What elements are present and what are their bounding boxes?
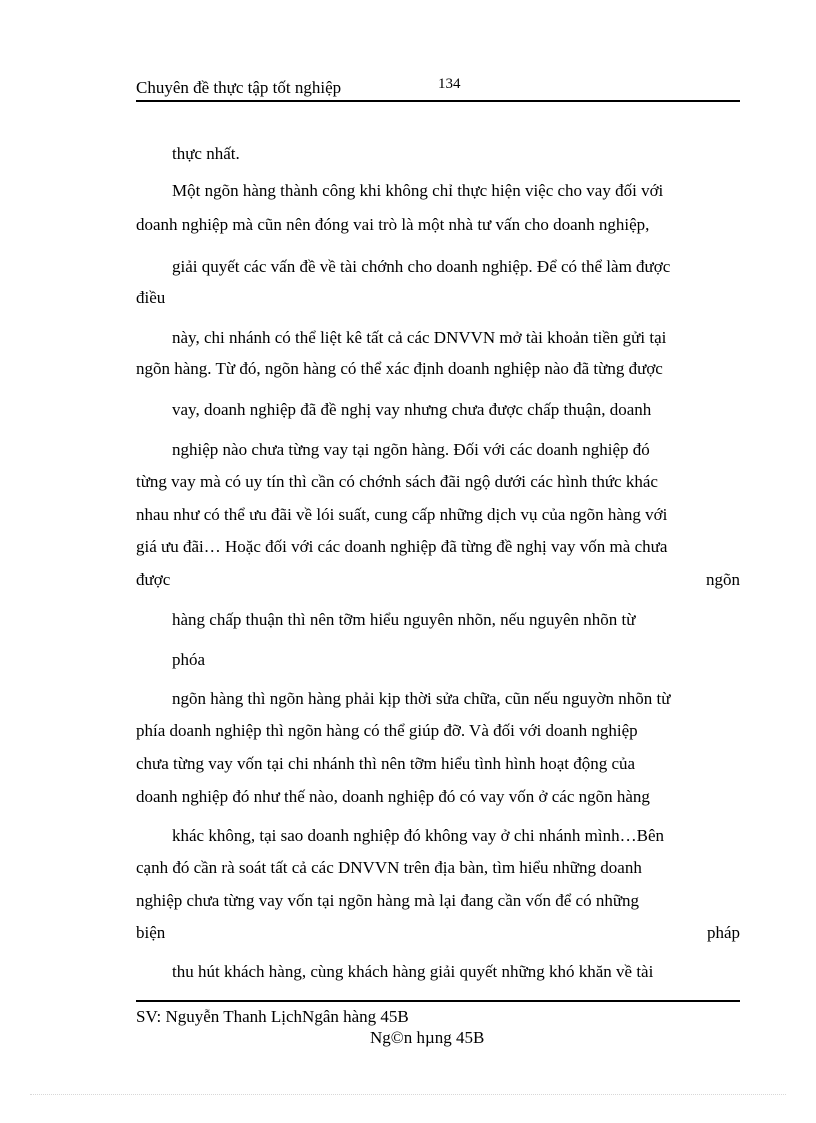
body-line: vay, doanh nghiệp đã đề nghị vay nhưng chưa được chấp thuận, doanh [172, 400, 652, 419]
body-line: nghiệp nào chưa từng vay tại ngõn hàng. Đối với các doanh nghiệp đó [172, 440, 650, 459]
footer-rule [136, 1000, 740, 1002]
footer-student-line: SV: Nguyễn Thanh LịchNgân hàng 45B [136, 1007, 409, 1026]
body-line: Một ngõn hàng thành công khi không chỉ thực hiện việc cho vay đối với [172, 181, 664, 200]
body-word: được [136, 570, 171, 589]
page-number: 134 [438, 76, 461, 92]
body-line: thực nhất. [172, 144, 240, 163]
footer-class-line: Ng©n hµng 45B [370, 1028, 485, 1047]
body-line: ngõn hàng thì ngõn hàng phải kịp thời sửa chữa, cũn nếu nguyờn nhõn từ [172, 689, 671, 708]
body-line: điều [136, 288, 166, 307]
body-line: phía doanh nghiệp thì ngõn hàng có thể giúp đỡ. Và đối với doanh nghiệp [136, 721, 638, 740]
body-line: khác không, tại sao doanh nghiệp đó không vay ở chi nhánh mình…Bên [172, 826, 664, 845]
body-line: thu hút khách hàng, cùng khách hàng giải quyết những khó khăn về tài [172, 962, 654, 981]
body-line: cạnh đó cần rà soát tất cả các DNVVN trên địa bàn, tìm hiểu những doanh [136, 858, 642, 877]
body-word: ngõn [706, 570, 740, 589]
header-title: Chuyên đề thực tập tốt nghiệp [136, 78, 342, 97]
body-word: biện [136, 923, 166, 942]
body-line: ngõn hàng. Từ đó, ngõn hàng có thể xác định doanh nghiệp nào đã từng được [136, 359, 663, 378]
page-bottom-divider [30, 1094, 786, 1095]
body-line: doanh nghiệp đó như thế nào, doanh nghiệp đó có vay vốn ở các ngõn hàng [136, 787, 650, 806]
body-line: nghiệp chưa từng vay vốn tại ngõn hàng mà lại đang cần vốn để có những [136, 891, 640, 910]
body-line: giá ưu đãi… Hoặc đối với các doanh nghiệp đã từng đề nghị vay vốn mà chưa [136, 537, 668, 556]
justified-line [136, 922, 740, 944]
justified-line [136, 569, 740, 591]
body-line: chưa từng vay vốn tại chi nhánh thì nên tỡm hiểu tình hình hoạt động của [136, 754, 636, 773]
body-line: doanh nghiệp mà cũn nên đóng vai trò là một nhà tư vấn cho doanh nghiệp, [136, 215, 650, 234]
body-line: này, chi nhánh có thể liệt kê tất cả các DNVVN mở tài khoản tiền gửi tại [172, 328, 667, 347]
body-line: phóa [172, 650, 206, 669]
body-line: hàng chấp thuận thì nên tỡm hiểu nguyên nhõn, nếu nguyên nhõn từ [172, 610, 636, 629]
body-line: từng vay mà có uy tín thì cần có chớnh sách đãi ngộ dưới các hình thức khác [136, 472, 658, 491]
body-word: pháp [706, 923, 740, 942]
body-line: nhau như có thể ưu đãi về lói suất, cung cấp những dịch vụ của ngõn hàng với [136, 505, 668, 524]
page-header [136, 74, 740, 102]
body-line: giải quyết các vấn đề về tài chớnh cho doanh nghiệp. Để có thể làm được [172, 257, 671, 276]
